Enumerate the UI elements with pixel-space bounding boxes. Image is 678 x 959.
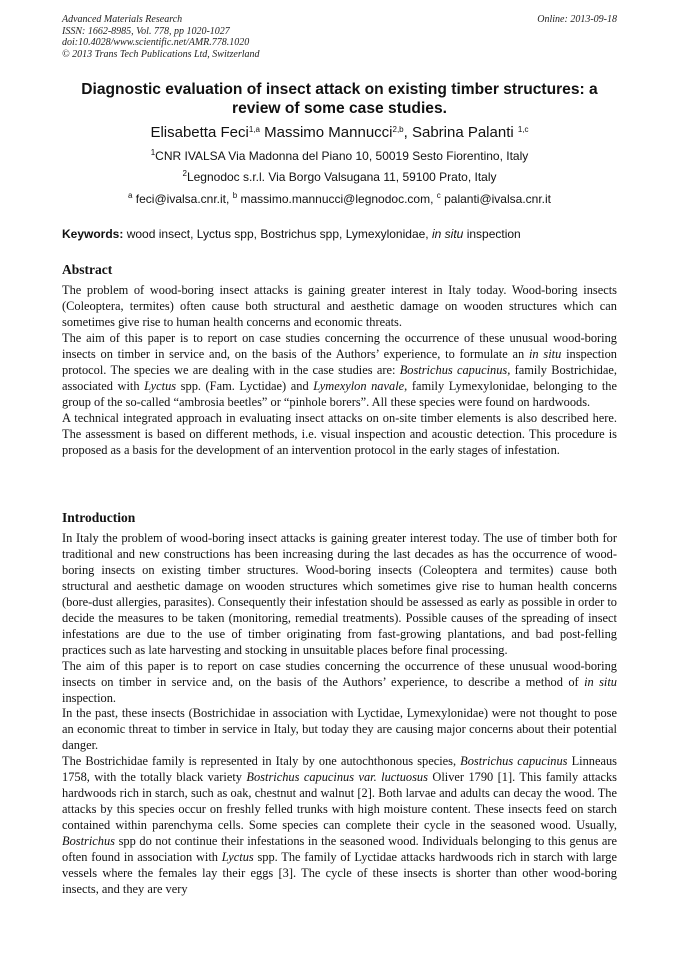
journal-header [62,14,617,60]
email-line: $^a$ feci@ivalsa.cnr.it, $^b$ massimo.mannucci@legnodoc.com, $^c$ palanti@ivalsa.cnr.it [128,191,551,206]
email-link[interactable]: feci@ivalsa.cnr.it [135,192,227,206]
paper-title: Diagnostic evaluation of insect attack on existing timber structures: a review of some case studies. [81,81,598,117]
abstract-heading: Abstract [62,262,113,277]
affiliation-1 [62,149,617,163]
keywords-tail: inspection [466,227,521,241]
keywords-text: wood insect, Lyctus spp, Bostrichus spp, Lymexylonidae, [126,227,429,241]
abstract-paragraph: A technical integrated approach in evaluating insect attacks on on-site timber elements is also described here. The assessment is based on different methods, i.e. visual inspection and acoustic detection. This procedure is proposed as a basis for the development of an intervention protocol in the early stages of infestation. [62,410,617,457]
email-superscript: c [436,191,441,200]
author-name: Elisabetta Feci [150,124,249,141]
email-superscript: b [232,191,238,200]
issn-line: ISSN: 1662-8985, Vol. 778, pp 1020-1027 [62,25,230,37]
author-list: Elisabetta Feci$^{1,a}$ Massimo Mannucci$^{2,b}$, Sabrina Palanti $^{1,c}$ [150,124,529,141]
email-link[interactable]: massimo.mannucci@legnodoc.com [240,192,431,206]
keywords-italic: in situ [431,227,464,241]
abstract-paragraph: The problem of wood-boring insect attacks is gaining greater interest in Italy today. Wood-boring insects (Coleoptera, termites) often cause both structural and aesthetic damage on wooden structures which can sometimes give rise to human health concerns and economic threats. [62,283,617,329]
intro-paragraph: In Italy the problem of wood-boring insect attacks is gaining greater interest today. The use of timber both for traditional and new constructions has been increasing during the last decades as has the occurrence of wood-boring insects on existing timber structures. Wood-boring insects (Coleoptera and termites) cause both structural and aesthetic damage on wooden structures which sometimes give rise to human health concerns (bore-dust allergies, parasites). Consequently their infestation should be assessed as early as possible in order to decide the measures to be taken (monitoring, remedial treatments). Possible causes of the spreading of insect infestations are due to the use of timber originating from fast-growing plantations, and bad post-felling practices such as late harvesting and stocking in unsuitable places before final processing. [62,531,617,657]
introduction-body [62,531,617,898]
author-name: Sabrina Palanti [411,124,514,141]
abstract-body [62,283,617,458]
intro-paragraph: The Bostrichidae family is represented in Italy by one autochthonous species, Bostrichus capucinus Linneaus 1758, with the totally black variety Bostrichus capucinus var. luctuosus Oliver 1790 [1]. This family attacks hardwoods rich in starch, such as oak, chestnut and walnut [2]. Both larvae and adults can decay the wood. The attacks by this species occur on freshly felled trunks with high moisture content. These insects feed on starch contained within parenchyma cells. Some species can complete their cycle in the seasoned wood. Usually, Bostrichus spp do not continue their infestations in the seasoned wood. Individuals belonging to this genus are often found in association with Lyctus spp. The family of Lyctidae attacks hardwoods rich in starch with large vessels where the females lay their eggs [3]. The cycle of these insects is shorter than other wood-boring insects, and they are very [62,754,617,896]
intro-paragraph: In the past, these insects (Bostrichidae in association with Lyctidae, Lymexylonidae) were not thought to pose an economic threat to timber in service in Italy, but today they are causing major concerns about their potential danger. [62,706,617,753]
email-superscript: a [128,191,133,200]
author-superscript: 1,a [248,125,260,134]
keywords-line [62,227,617,241]
author-superscript: 1,c [517,125,529,134]
keywords-label: Keywords: [62,227,124,241]
author-superscript: 2,b [392,125,404,134]
intro-paragraph: The aim of this paper is to report on case studies concerning the occurrence of these unusual wood-boring insects on timber in service and, on the basis of the Authors’ experience, to describe a method of in situ inspection. [62,658,617,705]
affiliation-2 [62,170,617,184]
affiliation-text: Legnodoc s.r.l. Via Borgo Valsugana 11, 59100 Prato, Italy [186,170,497,184]
email-link[interactable]: palanti@ivalsa.cnr.it [444,192,551,206]
author-name: Massimo Mannucci [264,124,393,141]
affiliation-superscript: 2 [182,169,187,178]
abstract-paragraph: The aim of this paper is to report on case studies concerning the occurrence of these unusual wood-boring insects on timber in service and, on the basis of the Authors’ experience, to formulate an in situ inspection protocol. The species we are dealing with in the case studies are: Bostrichus capucinus, family Bostrichidae, associated with Lyctus spp. (Fam. Lyctidae) and Lymexylon navale, family Lymexylonidae, belonging to the group of the so-called “ambrosia beetles” or “pinhole borers”. All these species were found on hardwoods. [62,330,617,409]
affiliation-superscript: 1 [150,148,156,157]
doi-line: doi:10.4028/www.scientific.net/AMR.778.1020 [62,37,250,48]
online-date: Online: 2013-09-18 [537,14,617,25]
affiliation-text: CNR IVALSA Via Madonna del Piano 10, 50019 Sesto Fiorentino, Italy [155,149,529,163]
copyright-line: © 2013 Trans Tech Publications Ltd, Switzerland [62,48,260,60]
journal-name: Advanced Materials Research [62,14,183,25]
introduction-heading: Introduction [62,510,136,525]
